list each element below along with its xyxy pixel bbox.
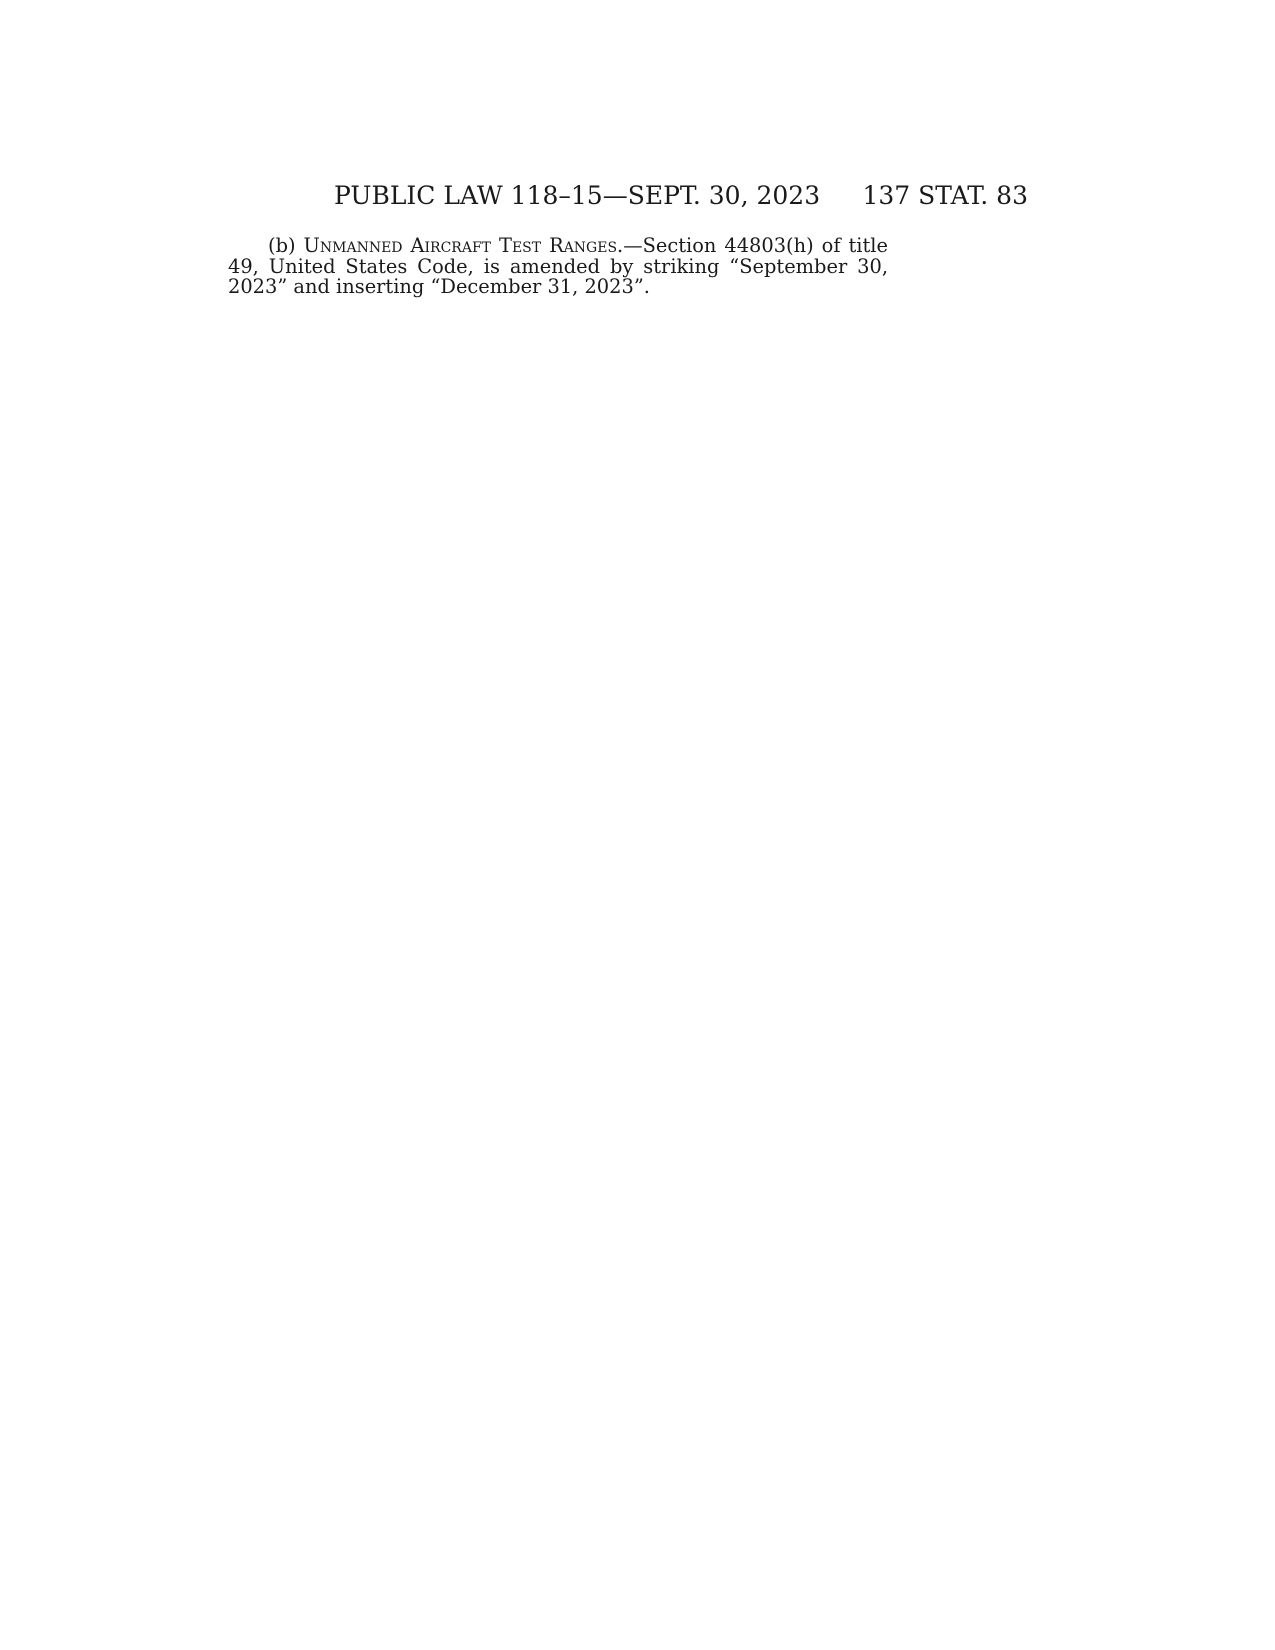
running-title: PUBLIC LAW 118–15—SEPT. 30, 2023 <box>334 181 821 210</box>
document-body <box>228 236 888 298</box>
stat-page-number: 137 STAT. 83 <box>862 181 1028 210</box>
paragraph: (b) Unmanned Aircraft Test Ranges.—Section 44803(h) of title 49, United States Code, is amended by striking “September 30, 2023” and inserting “December 31, 2023”. <box>228 234 888 299</box>
page-header <box>0 176 1275 216</box>
